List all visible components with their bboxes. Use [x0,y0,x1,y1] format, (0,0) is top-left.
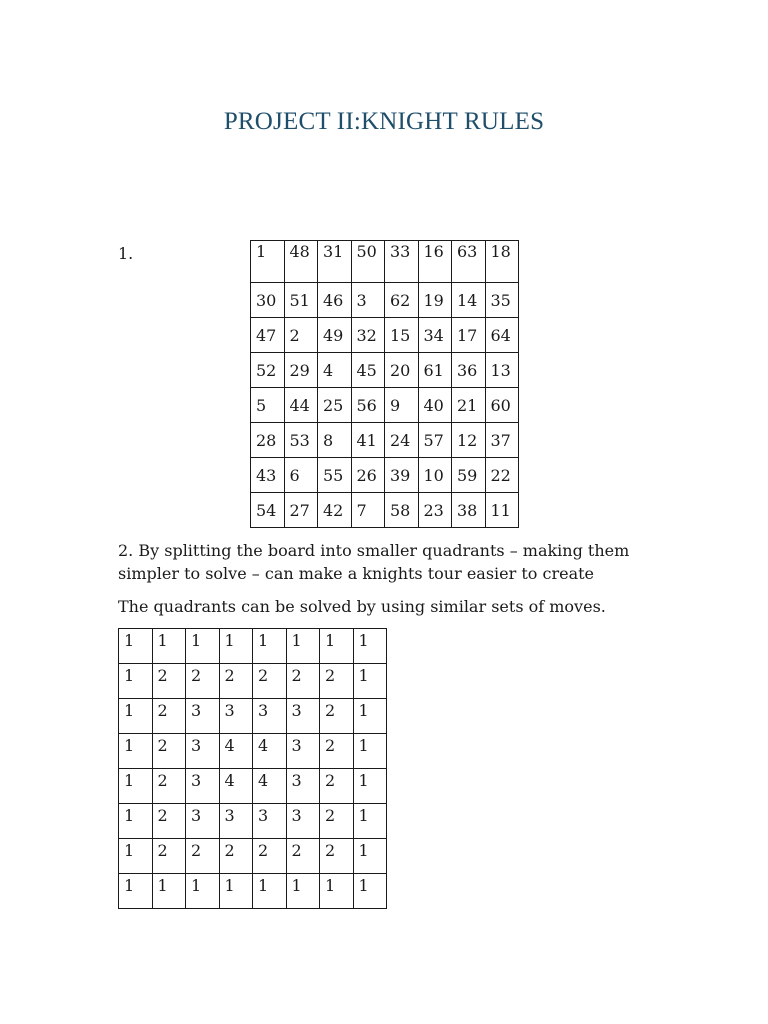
table-cell: 48 [284,241,318,283]
table-cell: 2 [320,734,354,769]
table-cell: 61 [418,353,452,388]
table-cell: 42 [318,493,352,528]
table-cell: 40 [418,388,452,423]
table-cell: 22 [485,458,519,493]
table-cell: 46 [318,283,352,318]
table-cell: 2 [320,664,354,699]
table-cell: 19 [418,283,452,318]
table-cell: 1 [152,629,186,664]
table-cell: 1 [219,629,253,664]
paragraph-quadrants-moves: The quadrants can be solved by using similar sets of moves. [118,597,606,616]
table-cell: 7 [351,493,385,528]
table-cell: 1 [320,629,354,664]
table-cell: 38 [452,493,486,528]
table-cell: 1 [119,734,153,769]
table-cell: 2 [320,769,354,804]
table-cell: 2 [152,699,186,734]
table-cell: 3 [286,804,320,839]
table-cell: 59 [452,458,486,493]
table-cell: 32 [351,318,385,353]
table-cell: 2 [253,839,287,874]
item-number-1: 1. [118,244,134,263]
table-cell: 1 [119,804,153,839]
table-row [119,734,387,769]
table-cell: 17 [452,318,486,353]
table-cell: 1 [353,874,387,909]
table-row [119,769,387,804]
table-cell: 1 [253,874,287,909]
table-cell: 4 [318,353,352,388]
table-cell: 33 [385,241,419,283]
table-cell: 11 [485,493,519,528]
table-cell: 54 [251,493,285,528]
table-row [251,318,519,353]
table-cell: 1 [320,874,354,909]
table-cell: 2 [286,839,320,874]
table-cell: 44 [284,388,318,423]
table-cell: 25 [318,388,352,423]
table-cell: 62 [385,283,419,318]
table-cell: 3 [219,699,253,734]
table-cell: 1 [353,629,387,664]
table-row [251,493,519,528]
table-cell: 37 [485,423,519,458]
table-cell: 1 [251,241,285,283]
table-cell: 13 [485,353,519,388]
table-cell: 2 [320,699,354,734]
table-cell: 2 [320,804,354,839]
table-cell: 1 [253,629,287,664]
table-cell: 60 [485,388,519,423]
table-cell: 1 [119,874,153,909]
table-cell: 23 [418,493,452,528]
table-row [251,423,519,458]
table-cell: 1 [353,699,387,734]
page-title: PROJECT II:KNIGHT RULES [223,108,545,135]
table-cell: 1 [119,699,153,734]
table-cell: 18 [485,241,519,283]
knight-tour-table [250,240,519,528]
table-cell: 10 [418,458,452,493]
table-cell: 8 [318,423,352,458]
table-row [251,388,519,423]
table-cell: 55 [318,458,352,493]
table-cell: 14 [452,283,486,318]
table-cell: 2 [186,664,220,699]
table-cell: 2 [152,839,186,874]
table-row [119,804,387,839]
table-cell: 26 [351,458,385,493]
table-cell: 4 [253,769,287,804]
table-cell: 3 [351,283,385,318]
table-cell: 1 [186,874,220,909]
table-cell: 1 [353,769,387,804]
table-cell: 2 [219,839,253,874]
table-row [119,664,387,699]
table-row [251,241,519,283]
table-cell: 51 [284,283,318,318]
table-cell: 2 [286,664,320,699]
table-cell: 2 [152,734,186,769]
table-cell: 3 [253,804,287,839]
table-cell: 39 [385,458,419,493]
table-cell: 50 [351,241,385,283]
table-cell: 3 [186,734,220,769]
table-cell: 4 [219,734,253,769]
table-cell: 1 [119,664,153,699]
table-cell: 3 [286,769,320,804]
table-row [119,629,387,664]
table-cell: 53 [284,423,318,458]
table-cell: 2 [152,769,186,804]
table-cell: 28 [251,423,285,458]
paragraph-quadrants-intro: 2. By splitting the board into smaller quadrants – making them simpler to solve – can make a knights tour easier to create [118,541,630,583]
table-cell: 2 [219,664,253,699]
table-cell: 36 [452,353,486,388]
table-cell: 57 [418,423,452,458]
table-cell: 2 [253,664,287,699]
table-cell: 1 [286,874,320,909]
table-cell: 3 [186,699,220,734]
table-row [119,839,387,874]
table-row [251,353,519,388]
table-cell: 2 [152,804,186,839]
table-cell: 30 [251,283,285,318]
table-cell: 1 [219,874,253,909]
table-cell: 3 [219,804,253,839]
quadrant-table [118,628,387,909]
table-cell: 29 [284,353,318,388]
table-cell: 64 [485,318,519,353]
table-cell: 56 [351,388,385,423]
table-cell: 63 [452,241,486,283]
table-row [251,458,519,493]
table-cell: 45 [351,353,385,388]
table-row [119,699,387,734]
table-cell: 15 [385,318,419,353]
table-cell: 35 [485,283,519,318]
table-cell: 1 [353,664,387,699]
table-cell: 3 [286,699,320,734]
table-cell: 6 [284,458,318,493]
table-cell: 4 [219,769,253,804]
table-cell: 1 [353,804,387,839]
table-cell: 1 [119,629,153,664]
table-cell: 58 [385,493,419,528]
table-cell: 1 [353,839,387,874]
table-cell: 41 [351,423,385,458]
table-cell: 1 [186,629,220,664]
table-cell: 4 [253,734,287,769]
table-cell: 2 [284,318,318,353]
table-cell: 16 [418,241,452,283]
table-cell: 2 [152,664,186,699]
table-cell: 3 [186,804,220,839]
table-cell: 34 [418,318,452,353]
table-cell: 27 [284,493,318,528]
table-cell: 5 [251,388,285,423]
table-cell: 1 [286,629,320,664]
table-cell: 12 [452,423,486,458]
table-cell: 43 [251,458,285,493]
table-cell: 1 [119,769,153,804]
table-row [119,874,387,909]
table-cell: 3 [286,734,320,769]
table-cell: 1 [353,734,387,769]
table-cell: 9 [385,388,419,423]
table-cell: 2 [186,839,220,874]
table-row [251,283,519,318]
table-cell: 20 [385,353,419,388]
table-cell: 2 [320,839,354,874]
table-cell: 47 [251,318,285,353]
table-cell: 24 [385,423,419,458]
table-cell: 3 [186,769,220,804]
table-cell: 1 [152,874,186,909]
table-cell: 21 [452,388,486,423]
table-cell: 3 [253,699,287,734]
table-cell: 31 [318,241,352,283]
table-cell: 1 [119,839,153,874]
table-cell: 52 [251,353,285,388]
table-cell: 49 [318,318,352,353]
